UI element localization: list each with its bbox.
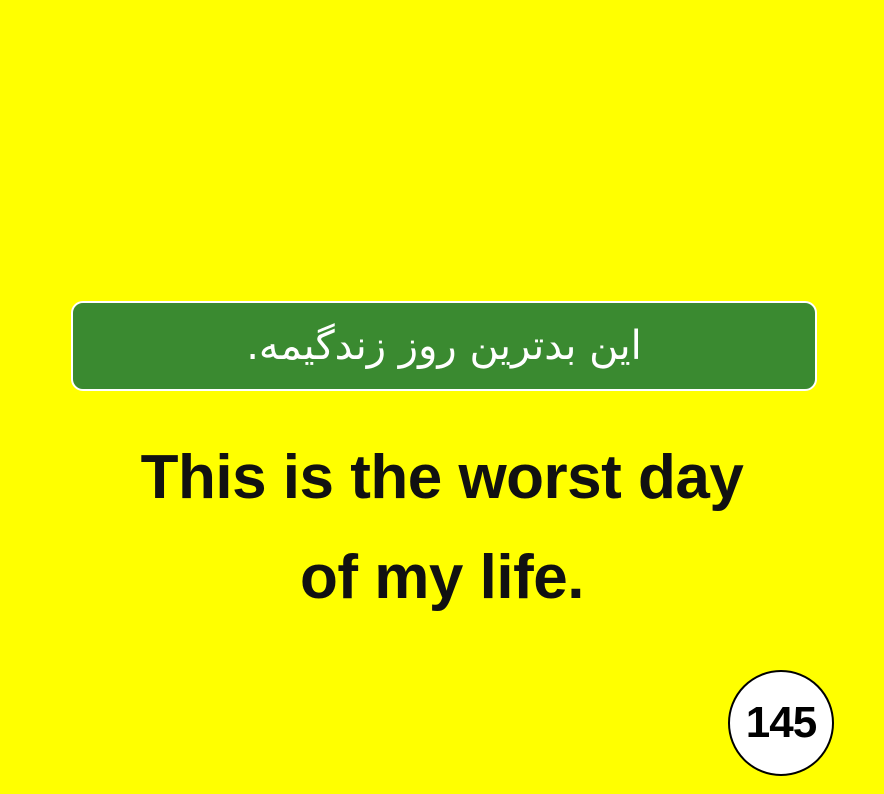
persian-sentence-box bbox=[71, 301, 817, 391]
english-sentence bbox=[40, 428, 844, 628]
persian-sentence: این بدترین روز زندگیمه. bbox=[246, 323, 642, 369]
english-line-2: of my life. bbox=[300, 543, 584, 612]
page-number: 145 bbox=[745, 698, 817, 747]
english-line-1: This is the worst day bbox=[140, 443, 744, 512]
page-number-badge bbox=[728, 670, 834, 776]
